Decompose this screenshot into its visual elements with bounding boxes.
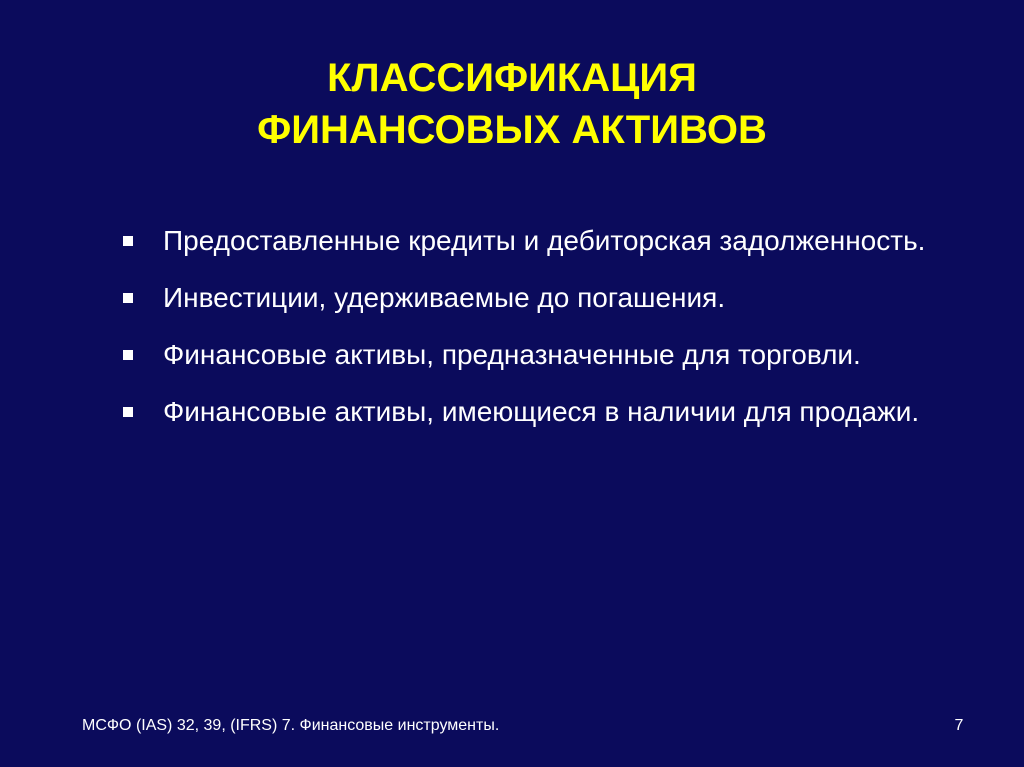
square-bullet-icon bbox=[123, 293, 133, 303]
square-bullet-icon bbox=[123, 236, 133, 246]
bullet-text: Финансовые активы, имеющиеся в наличии для продажи. bbox=[163, 396, 920, 427]
square-bullet-icon bbox=[123, 407, 133, 417]
bullet-text: Финансовые активы, предназначенные для торговли. bbox=[163, 339, 861, 370]
bullet-item-held-to-maturity bbox=[120, 278, 980, 318]
slide-footer: МСФО (IAS) 32, 39, (IFRS) 7. Финансовые инструменты. bbox=[82, 717, 500, 734]
slide-title-line-1: КЛАССИФИКАЦИЯ bbox=[327, 56, 697, 100]
bullet-item-held-for-trading bbox=[120, 335, 980, 375]
bullet-text: Предоставленные кредиты и дебиторская задолженность. bbox=[163, 225, 926, 256]
bullet-item-loans-receivables bbox=[120, 221, 980, 261]
bullet-list bbox=[120, 221, 980, 449]
bullet-text: Инвестиции, удерживаемые до погашения. bbox=[163, 282, 726, 313]
slide-title bbox=[0, 52, 1024, 156]
slide-title-line-2: ФИНАНСОВЫХ АКТИВОВ bbox=[257, 108, 767, 152]
square-bullet-icon bbox=[123, 350, 133, 360]
page-number: 7 bbox=[954, 717, 964, 734]
bullet-item-available-for-sale bbox=[120, 392, 980, 432]
